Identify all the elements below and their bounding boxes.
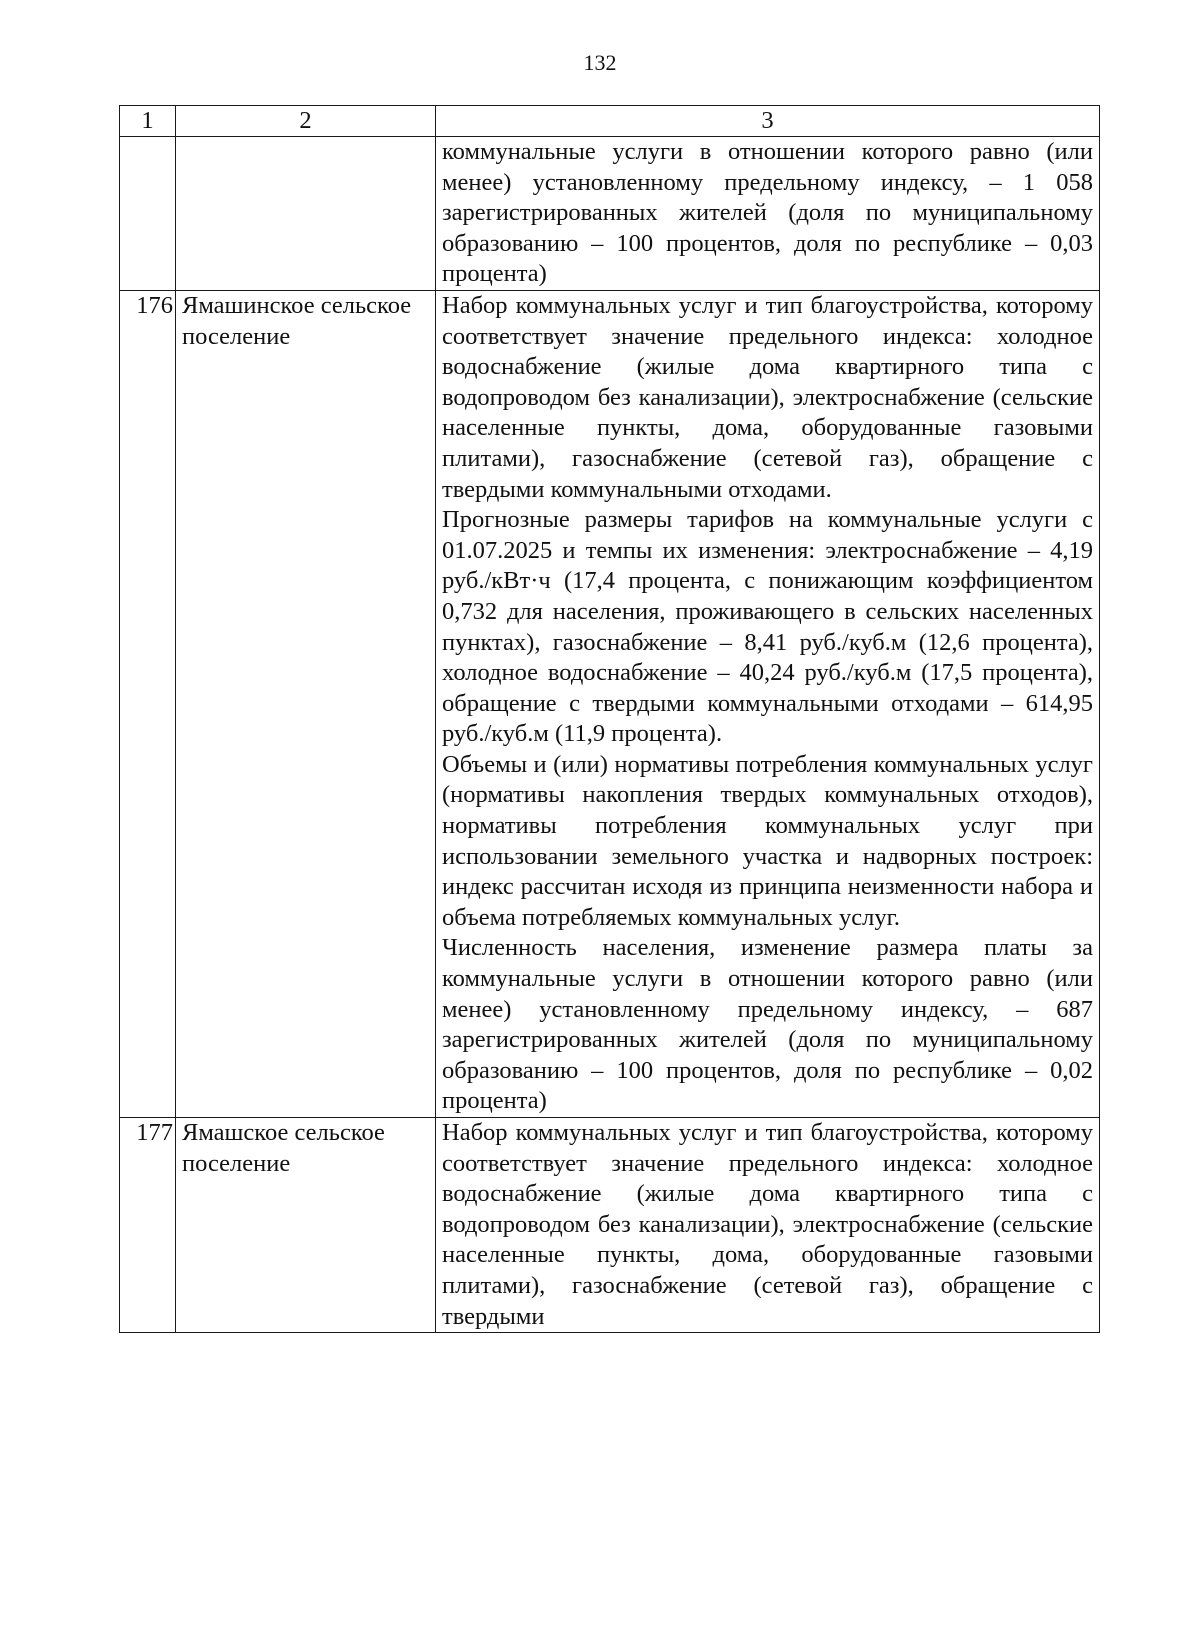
description-cell: [436, 137, 1100, 291]
row-number: 176: [120, 290, 176, 1117]
table-row: [120, 137, 1100, 291]
description-paragraph: Объемы и (или) нормативы потребления коммунальных услуг (нормативы накопления твердых коммунальных отходов), нормативы потребления коммунальных услуг при использовании земельного участка и надворных построек: индекс рассчитан исходя из принципа неизменности набора и объема потребляемых коммунальных услуг.: [442, 750, 1093, 931]
column-number-2: 2: [176, 106, 436, 137]
column-number-3: 3: [436, 106, 1100, 137]
column-number-1: 1: [120, 106, 176, 137]
row-number: 177: [120, 1118, 176, 1333]
document-table: [119, 105, 1100, 1333]
settlement-name: Ямашинское сельское поселение: [176, 290, 436, 1117]
description-cell: [436, 1118, 1100, 1333]
description-paragraph: коммунальные услуги в отношении которого равно (или менее) установленному предельному индексу, – 1 058 зарегистрированных жителей (доля по муниципальному образованию – 100 процентов, доля по республике – 0,03 процента): [442, 138, 1093, 288]
description-paragraph: Численность населения, изменение размера платы за коммунальные услуги в отношении которого равно (или менее) установленному предельному индексу, – 687 зарегистрированных жителей (доля по муниципальному образованию – 100 процентов, доля по республике – 0,02 процента): [442, 934, 1093, 1115]
page-number: 132: [583, 50, 617, 75]
row-number: [120, 137, 176, 291]
description-paragraph: Набор коммунальных услуг и тип благоустройства, которому соответствует значение предельного индекса: холодное водоснабжение (жилые дома квартирного типа с водопроводом без канализации), электроснабжение (сельские населенные пункты, дома, оборудованные газовыми плитами), газоснабжение (сетевой газ), обращение с твердыми коммунальными отходами.: [442, 291, 1093, 503]
description-paragraph: Прогнозные размеры тарифов на коммунальные услуги с 01.07.2025 и темпы их изменения: электроснабжение – 4,19 руб./кВт·ч (17,4 процента, с понижающим коэффициентом 0,732 для населения, проживающего в сельских населенных пунктах), газоснабжение – 8,41 руб./куб.м (12,6 процента), холодное водоснабжение – 40,24 руб./куб.м (17,5 процента), обращение с твердыми коммунальными отходами – 614,95 руб./куб.м (11,9 процента).: [442, 506, 1093, 748]
table-header-row: [120, 106, 1100, 137]
settlement-name: [176, 137, 436, 291]
settlement-name: Ямашское сельское поселение: [176, 1118, 436, 1333]
description-cell: [436, 290, 1100, 1117]
table-row: [120, 1118, 1100, 1333]
description-paragraph: Набор коммунальных услуг и тип благоустройства, которому соответствует значение предельного индекса: холодное водоснабжение (жилые дома квартирного типа с водопроводом без канализации), электроснабжение (сельские населенные пункты, дома, оборудованные газовыми плитами), газоснабжение (сетевой газ), обращение с твердыми: [442, 1119, 1093, 1330]
table-row: [120, 290, 1100, 1117]
